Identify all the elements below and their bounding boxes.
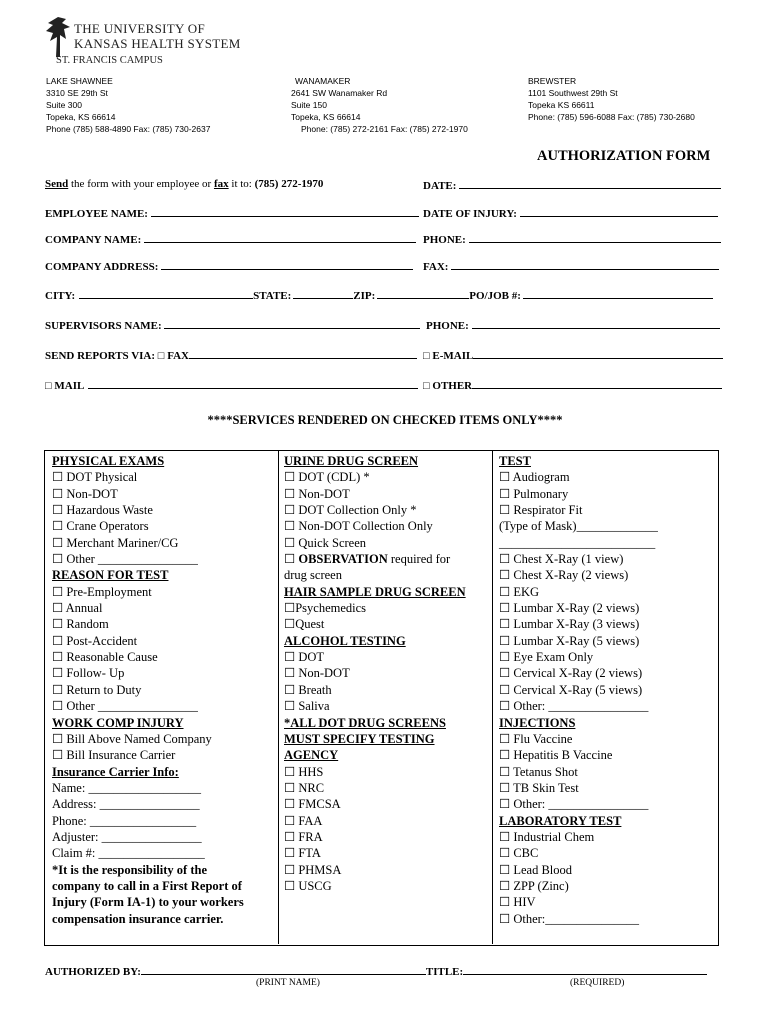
- logo: [44, 15, 244, 71]
- supervisor-phone-field[interactable]: [426, 318, 720, 332]
- location-name: WANAMAKER: [295, 76, 351, 86]
- section-heading: HAIR SAMPLE DRUG SCREEN: [284, 584, 466, 599]
- service-item[interactable]: ☐ Flu Vaccine: [499, 731, 573, 746]
- section-heading: TEST: [499, 454, 531, 468]
- service-item[interactable]: ☐ Reasonable Cause: [52, 650, 158, 665]
- send-word: Send: [45, 178, 69, 190]
- service-item[interactable]: ☐ Bill Insurance Carrier: [52, 748, 176, 763]
- service-item[interactable]: ☐ Tetanus Shot: [499, 764, 578, 779]
- service-item[interactable]: ☐ HIV: [499, 895, 536, 910]
- required-caption: (REQUIRED): [570, 978, 625, 988]
- report-other-option: [423, 378, 722, 392]
- emphasis-text: OBSERVATION: [298, 552, 388, 567]
- service-item[interactable]: Phone: _________________: [52, 813, 197, 828]
- service-item[interactable]: ☐ Hazardous Waste: [52, 503, 153, 518]
- service-item[interactable]: ☐ Other: ________________: [499, 699, 649, 714]
- service-item[interactable]: ☐ Post-Accident: [52, 633, 138, 648]
- service-item[interactable]: Address: ________________: [52, 797, 200, 812]
- service-item[interactable]: ☐ Lumbar X-Ray (2 views): [499, 601, 640, 616]
- service-item[interactable]: ☐ Hepatitis B Vaccine: [499, 748, 613, 763]
- column-divider: [492, 450, 493, 944]
- org-name-line2: KANSAS HEALTH SYSTEM: [74, 36, 241, 51]
- service-item[interactable]: ☐ Bill Above Named Company: [52, 731, 212, 746]
- section-heading: WORK COMP INJURY: [52, 715, 184, 730]
- form-title: AUTHORIZATION FORM: [537, 148, 711, 164]
- service-item[interactable]: ☐ Non-DOT Collection Only: [284, 519, 433, 534]
- injury-line[interactable]: [520, 206, 718, 217]
- service-item[interactable]: Name: __________________: [52, 780, 201, 795]
- service-item: compensation insurance carrier.: [52, 911, 224, 926]
- section-heading: REASON FOR TEST: [52, 568, 169, 583]
- location-name: LAKE SHAWNEE: [46, 76, 113, 86]
- reports-label: SEND REPORTS VIA:: [45, 350, 156, 362]
- location-line: Suite 150: [291, 100, 327, 110]
- service-item[interactable]: ☐ Cervical X-Ray (5 views): [499, 682, 643, 697]
- company-phone-field[interactable]: [423, 232, 721, 246]
- services-column-exams: [52, 453, 274, 927]
- services-banner: ****SERVICES RENDERED ON CHECKED ITEMS ONLY****: [207, 413, 563, 427]
- column-divider: [278, 450, 279, 944]
- title-line[interactable]: [463, 964, 707, 975]
- phone-line[interactable]: [469, 232, 721, 243]
- employee-line[interactable]: [151, 206, 419, 217]
- service-item[interactable]: ☐ Saliva: [284, 699, 330, 714]
- send-text-end: it to:: [228, 178, 255, 190]
- service-item[interactable]: ☐ Non-DOT: [284, 666, 350, 681]
- service-item: company to call in a First Report of: [52, 878, 242, 893]
- service-item[interactable]: ☐ Lead Blood: [499, 862, 572, 877]
- service-item[interactable]: ☐ DOT Physical: [52, 470, 138, 485]
- location-lake-shawnee: [46, 75, 210, 135]
- address-label: COMPANY ADDRESS:: [45, 261, 159, 273]
- address-line[interactable]: [161, 259, 413, 270]
- location-brewster: [528, 75, 695, 123]
- service-item[interactable]: drug screen: [284, 568, 342, 583]
- section-heading: MUST SPECIFY TESTING: [284, 731, 435, 746]
- report-email-checkbox[interactable]: □ E-MAIL: [423, 350, 474, 362]
- service-item[interactable]: ☐ TB Skin Test: [499, 780, 579, 795]
- po-job-label: PO/JOB #:: [469, 290, 521, 302]
- company-fax-field[interactable]: [423, 259, 719, 273]
- service-item[interactable]: ☐ Chest X-Ray (1 view): [499, 552, 624, 567]
- location-line: Topeka, KS 66614: [46, 112, 116, 122]
- service-item[interactable]: ☐ Breath: [284, 682, 332, 697]
- authorized-label: AUTHORIZED BY:: [45, 966, 141, 978]
- supervisor-line[interactable]: [164, 318, 420, 329]
- service-item-text: required for: [387, 552, 451, 567]
- state-label: STATE:: [253, 290, 292, 302]
- fax-label: FAX:: [423, 261, 449, 273]
- service-item[interactable]: _________________________: [499, 535, 656, 550]
- location-wanamaker: [291, 75, 468, 135]
- fax-number: (785) 272-1970: [254, 178, 324, 190]
- fax-word: fax: [213, 178, 229, 190]
- location-line: Phone: (785) 596-6088 Fax: (785) 730-2680: [528, 112, 695, 122]
- service-item[interactable]: ☐ Eye Exam Only: [499, 650, 594, 665]
- service-item[interactable]: ☐ FAA: [284, 813, 323, 828]
- state-line[interactable]: [293, 288, 353, 299]
- service-item[interactable]: ☐ FMCSA: [284, 797, 341, 812]
- phone-label: PHONE:: [423, 234, 466, 246]
- service-item[interactable]: ☐ Quick Screen: [284, 535, 367, 550]
- date-of-injury-field[interactable]: [423, 206, 718, 220]
- po-job-line[interactable]: [523, 288, 713, 299]
- service-item[interactable]: ☐ Random: [52, 617, 109, 632]
- service-item[interactable]: ☐ FRA: [284, 829, 323, 844]
- report-fax-checkbox[interactable]: □ FAX: [157, 350, 189, 362]
- company-address-field[interactable]: [45, 259, 413, 273]
- send-instructions: [45, 178, 323, 190]
- zip-label: ZIP:: [353, 290, 376, 302]
- report-mail-checkbox[interactable]: □ MAIL: [45, 380, 85, 392]
- section-heading: ALCOHOL TESTING: [284, 633, 406, 648]
- section-heading: *ALL DOT DRUG SCREENS: [284, 715, 446, 730]
- date-field[interactable]: [423, 178, 721, 192]
- service-item[interactable]: ☐ PHMSA: [284, 862, 342, 877]
- service-item[interactable]: ☐ Audiogram: [499, 470, 570, 485]
- print-name-caption: (PRINT NAME): [256, 978, 320, 988]
- city-line[interactable]: [79, 288, 253, 299]
- report-other-line[interactable]: [472, 378, 722, 389]
- service-item[interactable]: (Type of Mask)_____________: [499, 519, 658, 534]
- service-item[interactable]: ☐ Follow- Up: [52, 666, 125, 681]
- date-line[interactable]: [459, 178, 721, 189]
- service-item[interactable]: ☐Psychemedics: [284, 601, 367, 616]
- service-item[interactable]: ☐ ZPP (Zinc): [499, 878, 569, 893]
- sup-phone-line[interactable]: [472, 318, 720, 329]
- service-item[interactable]: ☐ Merchant Mariner/CG: [52, 535, 179, 550]
- service-item[interactable]: Adjuster: ________________: [52, 829, 202, 844]
- report-fax-line[interactable]: [189, 348, 417, 359]
- company-name-field[interactable]: [45, 232, 416, 246]
- services-column-tests: [499, 453, 713, 927]
- service-item[interactable]: ☐ Crane Operators: [52, 519, 149, 534]
- service-item[interactable]: ☐ Non-DOT: [284, 486, 350, 501]
- service-item[interactable]: ☐Quest: [284, 617, 325, 632]
- report-email-line[interactable]: [473, 348, 723, 359]
- service-item[interactable]: ☐ Return to Duty: [52, 682, 142, 697]
- service-item[interactable]: ☐ Lumbar X-Ray (3 views): [499, 617, 640, 632]
- service-item[interactable]: ☐ FTA: [284, 846, 321, 861]
- service-item[interactable]: ☐ CBC: [499, 846, 539, 861]
- service-item[interactable]: ☐ Industrial Chem: [499, 829, 595, 844]
- section-heading: INJECTIONS: [499, 715, 576, 730]
- title-label: TITLE:: [425, 966, 464, 978]
- report-mail-line[interactable]: [88, 378, 418, 389]
- service-item[interactable]: ☐ Non-DOT: [52, 486, 118, 501]
- supervisor-name-field[interactable]: [45, 318, 420, 332]
- service-item[interactable]: ☐ DOT: [284, 650, 325, 665]
- injury-label: DATE OF INJURY:: [423, 208, 517, 220]
- location-name: BREWSTER: [528, 76, 577, 86]
- location-line: 2641 SW Wanamaker Rd: [291, 88, 388, 98]
- service-checkbox[interactable]: ☐: [284, 552, 299, 567]
- supervisor-label: SUPERVISORS NAME:: [45, 320, 162, 332]
- location-line: 3310 SE 29th St: [46, 88, 108, 98]
- section-heading: Insurance Carrier Info:: [52, 764, 179, 779]
- employee-name-field[interactable]: [45, 206, 419, 220]
- report-mail-option: [45, 378, 418, 392]
- report-email-option: [423, 348, 723, 362]
- org-name-line1: THE UNIVERSITY OF: [74, 21, 205, 36]
- service-item[interactable]: ☐ Other ________________: [52, 699, 198, 714]
- service-item[interactable]: ☐ USCG: [284, 878, 332, 893]
- report-other-checkbox[interactable]: □ OTHER: [423, 380, 473, 392]
- service-item[interactable]: ☐ Chest X-Ray (2 views): [499, 568, 629, 583]
- service-item[interactable]: ☐ Pulmonary: [499, 486, 569, 501]
- service-item[interactable]: ☐ Respirator Fit: [499, 503, 583, 518]
- city-label: CITY:: [45, 290, 76, 302]
- service-item[interactable]: ☐ HHS: [284, 764, 324, 779]
- service-item[interactable]: ☐ DOT (CDL) *: [284, 470, 370, 485]
- fax-line[interactable]: [451, 259, 719, 270]
- section-heading: URINE DRUG SCREEN: [284, 454, 419, 468]
- employee-label: EMPLOYEE NAME:: [45, 208, 148, 220]
- campus-name: ST. FRANCIS CAMPUS: [56, 55, 163, 66]
- city-state-zip-row: [45, 288, 713, 302]
- sup-phone-label: PHONE:: [426, 320, 469, 332]
- company-label: COMPANY NAME:: [45, 234, 142, 246]
- service-item[interactable]: ☐ Pre-Employment: [52, 584, 152, 599]
- section-heading: AGENCY: [284, 748, 339, 763]
- service-item[interactable]: Claim #: _________________: [52, 846, 205, 861]
- service-item[interactable]: ☐ Annual: [52, 601, 103, 616]
- zip-line[interactable]: [377, 288, 469, 299]
- service-item[interactable]: [284, 551, 488, 567]
- section-heading: LABORATORY TEST: [499, 813, 622, 828]
- service-item: Injury (Form IA-1) to your workers: [52, 895, 244, 910]
- location-line: Suite 300: [46, 100, 82, 110]
- jayhawk-wing-logo-icon: [44, 15, 72, 59]
- service-item[interactable]: ☐ Other ________________: [52, 552, 198, 567]
- send-reports-row: [45, 348, 417, 362]
- service-item[interactable]: ☐ Lumbar X-Ray (5 views): [499, 633, 640, 648]
- service-item[interactable]: ☐ EKG: [499, 584, 540, 599]
- location-line: Topeka, KS 66614: [291, 112, 361, 122]
- service-item[interactable]: ☐ NRC: [284, 780, 325, 795]
- service-item[interactable]: ☐ Other: ________________: [499, 797, 649, 812]
- section-heading: PHYSICAL EXAMS: [52, 454, 165, 468]
- services-column-drug: [284, 453, 488, 894]
- service-item[interactable]: ☐ Cervical X-Ray (2 views): [499, 666, 643, 681]
- location-line: 1101 Southwest 29th St: [528, 88, 618, 98]
- location-line: Topeka KS 66611: [528, 100, 595, 110]
- authorized-line[interactable]: [141, 964, 426, 975]
- date-label: DATE:: [423, 180, 457, 192]
- service-item[interactable]: ☐ Other:_______________: [499, 911, 640, 926]
- location-line: Phone (785) 588-4890 Fax: (785) 730-2637: [46, 124, 211, 134]
- location-line: Phone: (785) 272-2161 Fax: (785) 272-1970: [301, 124, 468, 134]
- company-line[interactable]: [144, 232, 416, 243]
- service-item: *It is the responsibility of the: [52, 862, 207, 877]
- service-item[interactable]: ☐ DOT Collection Only *: [284, 503, 417, 518]
- send-text: the form with your employee or: [68, 178, 214, 190]
- authorized-by-field[interactable]: [45, 964, 707, 978]
